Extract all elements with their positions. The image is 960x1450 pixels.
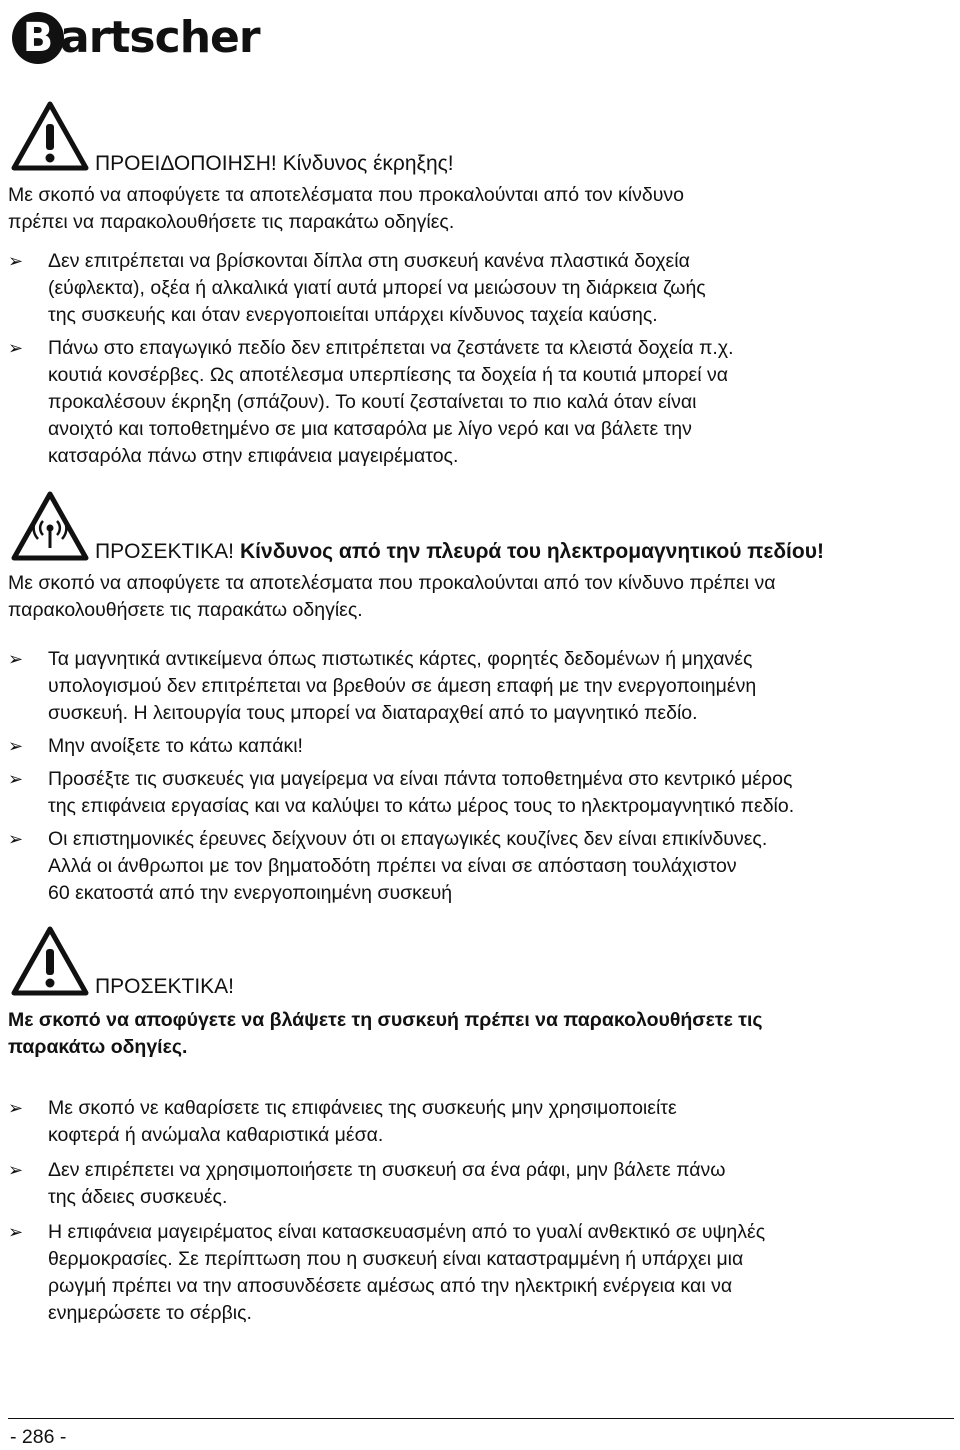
list-item-line: ενημερώσετε το σέρβις. bbox=[48, 1302, 252, 1324]
list-item-line: Δεν επιτρέπεται να βρίσκονται δίπλα στη συσκευή κανένα πλαστικά δοχεία bbox=[48, 250, 690, 272]
list-item bbox=[8, 335, 954, 470]
list-item-line: Αλλά οι άνθρωποι με τον βηματοδότη πρέπει να είναι σε απόσταση τουλάχιστον bbox=[48, 855, 737, 877]
list-item-line: Με σκοπό νε καθαρίσετε τις επιφάνειες της συσκευής μην χρησιμοποιείτε bbox=[48, 1097, 677, 1119]
list-item-line: Δεν επιρέπετει να χρησιμοποιήσετε τη συσκευή σα ένα ράφι, μην βάλετε πάνω bbox=[48, 1159, 726, 1181]
list-item bbox=[8, 826, 954, 907]
list-item-line: 60 εκατοστά από την ενεργοποιημένη συσκευή bbox=[48, 882, 453, 904]
list-item-line: προκαλέσουν έκρηξη (σπάζουν). Το κουτί ζεσταίνεται το πιο καλά όταν είναι bbox=[48, 391, 697, 413]
list-item-line: Η επιφάνεια μαγειρέματος είναι κατασκευασμένη από το γυαλί ανθεκτικό σε υψηλές bbox=[48, 1221, 766, 1243]
list-item-line: της επιφάνεια εργασίας και να καλύψει το κάτω μέρος τους το ηλεκτρομαγνητικό πεδίο. bbox=[48, 795, 795, 817]
bullet-arrow-icon: ➢ bbox=[8, 736, 24, 757]
electromagnetic-warning-heading: Κίνδυνος από την πλευρά του ηλεκτρομαγνητικού πεδίου! bbox=[240, 540, 824, 563]
explosion-warning-section bbox=[8, 152, 954, 470]
bullet-arrow-icon: ➢ bbox=[8, 649, 24, 670]
list-item-line: Μην ανοίξετε το κάτω καπάκι! bbox=[48, 735, 303, 757]
list-item-line: υπολογισμού δεν επιτρέπεται να βρεθούν σε άμεση επαφή με την ενεργοποιημένη bbox=[48, 675, 757, 697]
brand-logo-mark: B bbox=[12, 12, 64, 64]
bullet-arrow-icon: ➢ bbox=[8, 1160, 24, 1181]
bullet-arrow-icon: ➢ bbox=[8, 769, 24, 790]
bullet-arrow-icon: ➢ bbox=[8, 1222, 24, 1243]
list-item bbox=[8, 646, 954, 727]
device-caution-heading: ΠΡΟΣΕΚΤΙΚΑ! bbox=[95, 975, 235, 998]
list-item-line: Οι επιστημονικές έρευνες δείχνουν ότι οι επαγωγικές κουζίνες δεν είναι επικίνδυνες. bbox=[48, 828, 768, 850]
device-caution-intro-line-2: παρακάτω οδηγίες. bbox=[8, 1036, 188, 1058]
device-caution-section bbox=[8, 975, 954, 1327]
list-item bbox=[8, 248, 954, 329]
electromagnetic-warning-list bbox=[8, 646, 954, 907]
list-item-line: συσκευή. Η λειτουργία τους μπορεί να διαταραχθεί από το μαγνητικό πεδίο. bbox=[48, 702, 698, 724]
list-item-line: θερμοκρασίες. Σε περίπτωση που η συσκευή είναι καταστραμμένη ή υπάρχει μια bbox=[48, 1248, 744, 1270]
list-item bbox=[8, 1157, 954, 1211]
list-item-line: ρωγμή πρέπει να την αποσυνδέσετε αμέσως από την ηλεκτρική ενέργεια και να bbox=[48, 1275, 733, 1297]
explosion-warning-list bbox=[8, 248, 954, 470]
bullet-arrow-icon: ➢ bbox=[8, 338, 24, 359]
list-item-line: της συσκευής και όταν ενεργοποιείται υπάρχει κίνδυνος ταχεία καύσης. bbox=[48, 304, 658, 326]
bullet-arrow-icon: ➢ bbox=[8, 251, 24, 272]
list-item-line: κατσαρόλα πάνω στην επιφάνεια μαγειρέματος. bbox=[48, 445, 459, 467]
page-number: - 286 - bbox=[10, 1426, 67, 1448]
list-item-line: ανοιχτό και τοποθετημένο σε μια κατσαρόλα με λίγο νερό και να βάλετε την bbox=[48, 418, 692, 440]
list-item-line: της άδειες συσκευές. bbox=[48, 1186, 228, 1208]
list-item bbox=[8, 733, 954, 760]
list-item-line: Προσέξτε τις συσκευές για μαγείρεμα να είναι πάντα τοποθετημένα στο κεντρικό μέρος bbox=[48, 768, 793, 790]
device-caution-list bbox=[8, 1095, 954, 1327]
list-item bbox=[8, 766, 954, 820]
list-item-line: Πάνω στο επαγωγικό πεδίο δεν επιτρέπεται να ζεστάνετε τα κλειστά δοχεία π.χ. bbox=[48, 337, 734, 359]
explosion-warning-heading: ΠΡΟΕΙΔΟΠΟΙΗΣΗ! Κίνδυνος έκρηξης! bbox=[95, 152, 454, 175]
list-item-line: κουτιά κονσέρβες. Ως αποτέλεσμα υπερπίεσης τα δοχεία ή τα κουτιά μπορεί να bbox=[48, 364, 729, 386]
footer-divider bbox=[8, 1418, 954, 1419]
electromagnetic-warning-intro-line-1: Με σκοπό να αποφύγετε τα αποτελέσματα που προκαλούνται από τον κίνδυνο πρέπει να bbox=[8, 572, 776, 594]
bullet-arrow-icon: ➢ bbox=[8, 829, 24, 850]
electromagnetic-warning-heading-prefix: ΠΡΟΣΕΚΤΙΚΑ! bbox=[95, 540, 235, 563]
list-item-line: κοφτερά ή ανώμαλα καθαριστικά μέσα. bbox=[48, 1124, 384, 1146]
explosion-warning-intro-line-1: Με σκοπό να αποφύγετε τα αποτελέσματα που προκαλούνται από τον κίνδυνο bbox=[8, 184, 684, 206]
list-item bbox=[8, 1219, 954, 1327]
explosion-warning-intro-line-2: πρέπει να παρακολουθήσετε τις παρακάτω οδηγίες. bbox=[8, 211, 455, 233]
list-item bbox=[8, 1095, 954, 1149]
list-item-line: (εύφλεκτα), οξέα ή αλκαλικά γιατί αυτά μπορεί να μειώσουν τη διάρκεια ζωής bbox=[48, 277, 706, 299]
electromagnetic-warning-intro-line-2: παρακολουθήσετε τις παρακάτω οδηγίες. bbox=[8, 599, 363, 621]
list-item-line: Τα μαγνητικά αντικείμενα όπως πιστωτικές κάρτες, φορητές δεδομένων ή μηχανές bbox=[48, 648, 753, 670]
brand-logo-wordmark: artscher bbox=[60, 12, 260, 63]
electromagnetic-warning-section bbox=[8, 540, 954, 907]
device-caution-intro-line-1: Με σκοπό να αποφύγετε να βλάψετε τη συσκευή πρέπει να παρακολουθήσετε τις bbox=[8, 1009, 763, 1031]
brand-logo bbox=[12, 8, 260, 68]
bullet-arrow-icon: ➢ bbox=[8, 1098, 24, 1119]
